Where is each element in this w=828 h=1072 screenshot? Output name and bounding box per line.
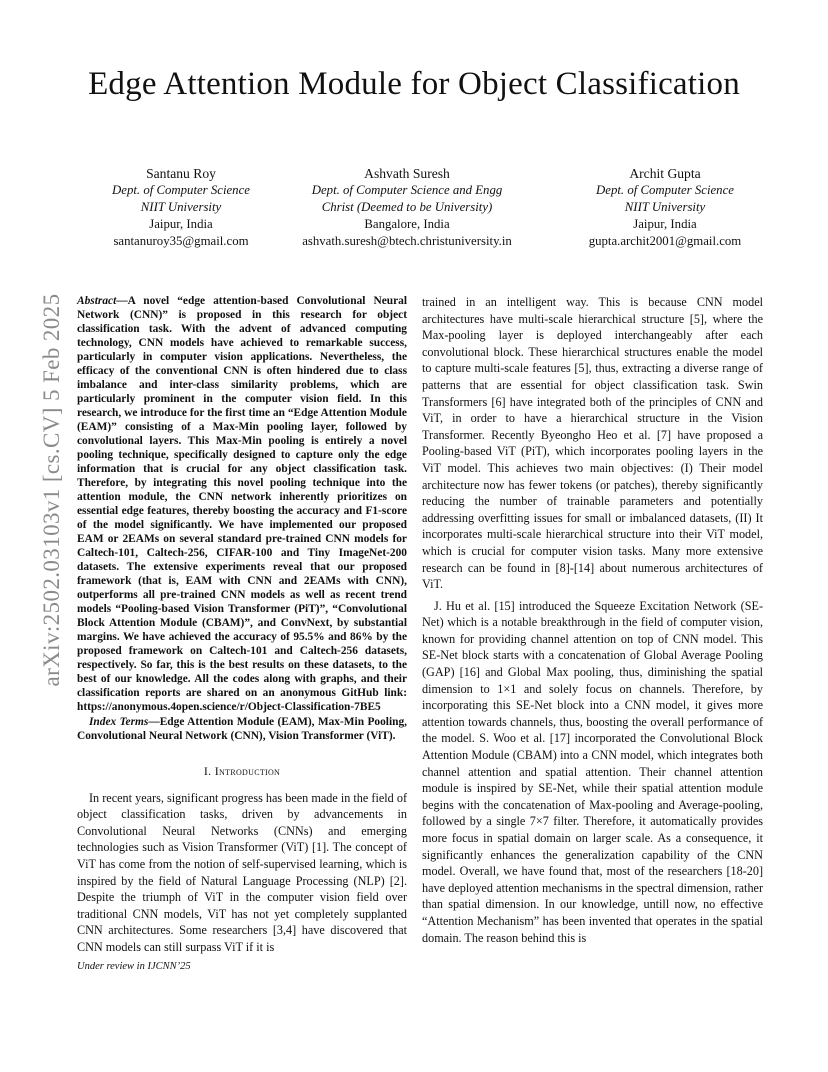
left-column [77,294,407,956]
arxiv-identifier: arXiv:2502.03103v1 [cs.CV] 5 Feb 2025 [39,293,64,687]
section-heading [77,763,407,780]
index-terms [77,715,407,743]
abstract-text: —A novel “edge attention-based Convolutional Neural Network (CNN)” is proposed in this research for object classification task. With the advent of advanced computing technology, CNN models have achieved to remarkable success, particularly in computer vision applications. Nevertheless, the efficacy of the conventional CNN is often hindered due to class imbalance and inter-class similarity problems, which are particularly prominent in the computer vision field. In this research, we introduce for the first time an “Edge Attention Module (EAM)” consisting of a Max-Min pooling layer, followed by convolutional layers. This Max-Min pooling is entirely a novel pooling technique, specifically designed to capture only the edge information that is crucial for any object classification task. Therefore, by integrating this novel pooling technique into the attention module, the CNN network inherently prioritizes on essential edge features, thereby boosting the accuracy and F1-score of the model significantly. We have implemented our proposed EAM or 2EAMs on several standard pre-trained CNN models for Caltech-101, Caltech-256, CIFAR-100 and Tiny ImageNet-200 datasets. The extensive experiments reveal that our proposed framework (that is, EAM with CNN and 2EAMs with CNN), outperforms all pre-trained CNN models as well as recent trend models “Pooling-based Vision Transformer (PiT)”, “Convolutional Block Attention Module (CBAM)”, and ConvNext, by substantial margins. We have achieved the accuracy of 95.5% and 86% by the proposed framework on Caltech-101 and Caltech-256 datasets, respectively. So far, this is the best results on these datasets, to the best of our knowledge. All the codes along with graphs, and their classification reports are shared on an anonymous GitHub link: https://anonymous.4open.science/r/Object-Classification-7BE5 [77,295,407,713]
author-org: NIIT University [140,200,222,214]
index-terms-text: —Edge Attention Module (EAM), Max-Min Pooling, Convolutional Neural Network (CNN), Vision Transformer (ViT). [77,716,407,742]
arxiv-sidebar [32,290,72,690]
author-dept: Dept. of Computer Science [596,183,734,197]
author-name: Ashvath Suresh [364,166,450,181]
review-footnote: Under review in IJCNN’25 [77,961,191,972]
author-location: Jaipur, India [149,217,213,231]
body-paragraph: J. Hu et al. [15] introduced the Squeeze Excitation Network (SE-Net) which is a notable breakthrough in the field of computer vision, known for providing channel attention on top of CNN model. This SE-Net block starts with a concatenation of Global Average Pooling (GAP) [16] and Global Max pooling, thus, diminishing the spatial dimension to 1×1 and solely focus on channels. Therefore, by incorporating this SE-Net block into a CNN model, it gives more attention towards channels, thus, boosting the overall performance of the model. S. Woo et al. [17] incorporated the Convolutional Block Attention Module (CBAM) into a CNN model, which integrates both channel attention and spatial attention. Their channel attention module is inspired by SE-Net, while their spatial attention module begins with the concatenation of Max-pooling and Average-pooling, followed by a single 7×7 filter. Therefore, it automatically provides more focus in spatial domain on larger scale. As a consequence, it significantly enhances the generalization capability of the CNN model. Overall, we have found that, most of the researchers [18-20] have deployed attention mechanisms in the spectral dimension, rather than spatial dimension. In our knowledge, untill now, no effective “Attention Mechanism” has been invented that operates in the spatial domain. The reason behind this is [422,598,763,945]
section-number: I. [203,764,212,778]
author-location: Bangalore, India [364,217,450,231]
author-name: Santanu Roy [146,166,216,181]
abstract-label: Abstract [77,295,117,307]
section-title: Introduction [214,764,281,778]
author-block-1 [68,165,294,250]
author-email: santanuroy35@gmail.com [113,234,249,248]
author-block-3 [545,165,785,250]
right-column [422,294,763,946]
paper-title: Edge Attention Module for Object Classification [88,66,740,102]
author-name: Archit Gupta [629,166,701,181]
body-paragraph: trained in an intelligent way. This is because CNN model architectures have multi-scale hierarchical structure [5], where the Max-pooling layer is deployed interchangeably after each convolutional block. These hierarchical structures enable the model to capture multi-scale features [5], thus, extracting a diverse range of patterns that are essential for object classification task. Swin Transformers [6] have integrated both of the principles of CNN and ViT, in order to have a hierarchical structure in the Vision Transformer. Recently Byeongho Heo et al. [7] have proposed a Pooling-based ViT (PiT), which incorporates pooling layers in the ViT model. This achieves two main objectives: (I) Their model architecture now has fewer tokens (or patches), thereby significantly reducing the number of trainable parameters and potentially addressing overfitting issues for small or imbalanced datasets, (II) It incorporates multi-scale hierarchical structure into their ViT model, which is crucial for computer vision tasks. Many more extensive research can be found in [8]-[14] about numerous architectures of ViT. [422,295,763,592]
intro-paragraph: In recent years, significant progress has been made in the field of object classification tasks, driven by advancements in Convolutional Neural Networks (CNNs) and emerging technologies such as Vision Transformer (ViT) [1]. The concept of ViT has come from the notion of self-supervised learning, which is inspired by the field of Natural Language Processing (NLP) [2]. Despite the triumph of ViT in the computer vision field over traditional CNN models, ViT has not yet completely supplanted CNN architectures. Some researchers [3,4] have discovered that CNN models can still surpass ViT if it is [77,790,407,954]
author-location: Jaipur, India [633,217,697,231]
abstract [77,294,407,714]
author-dept: Dept. of Computer Science [112,183,250,197]
index-terms-label: Index Terms [89,716,149,728]
author-block-2 [287,165,527,250]
author-dept: Dept. of Computer Science and Engg [311,183,503,197]
author-org: NIIT University [624,200,706,214]
author-email: ashvath.suresh@btech.christuniversity.in [302,234,512,248]
author-org: Christ (Deemed to be University) [321,200,493,214]
author-email: gupta.archit2001@gmail.com [588,234,742,248]
